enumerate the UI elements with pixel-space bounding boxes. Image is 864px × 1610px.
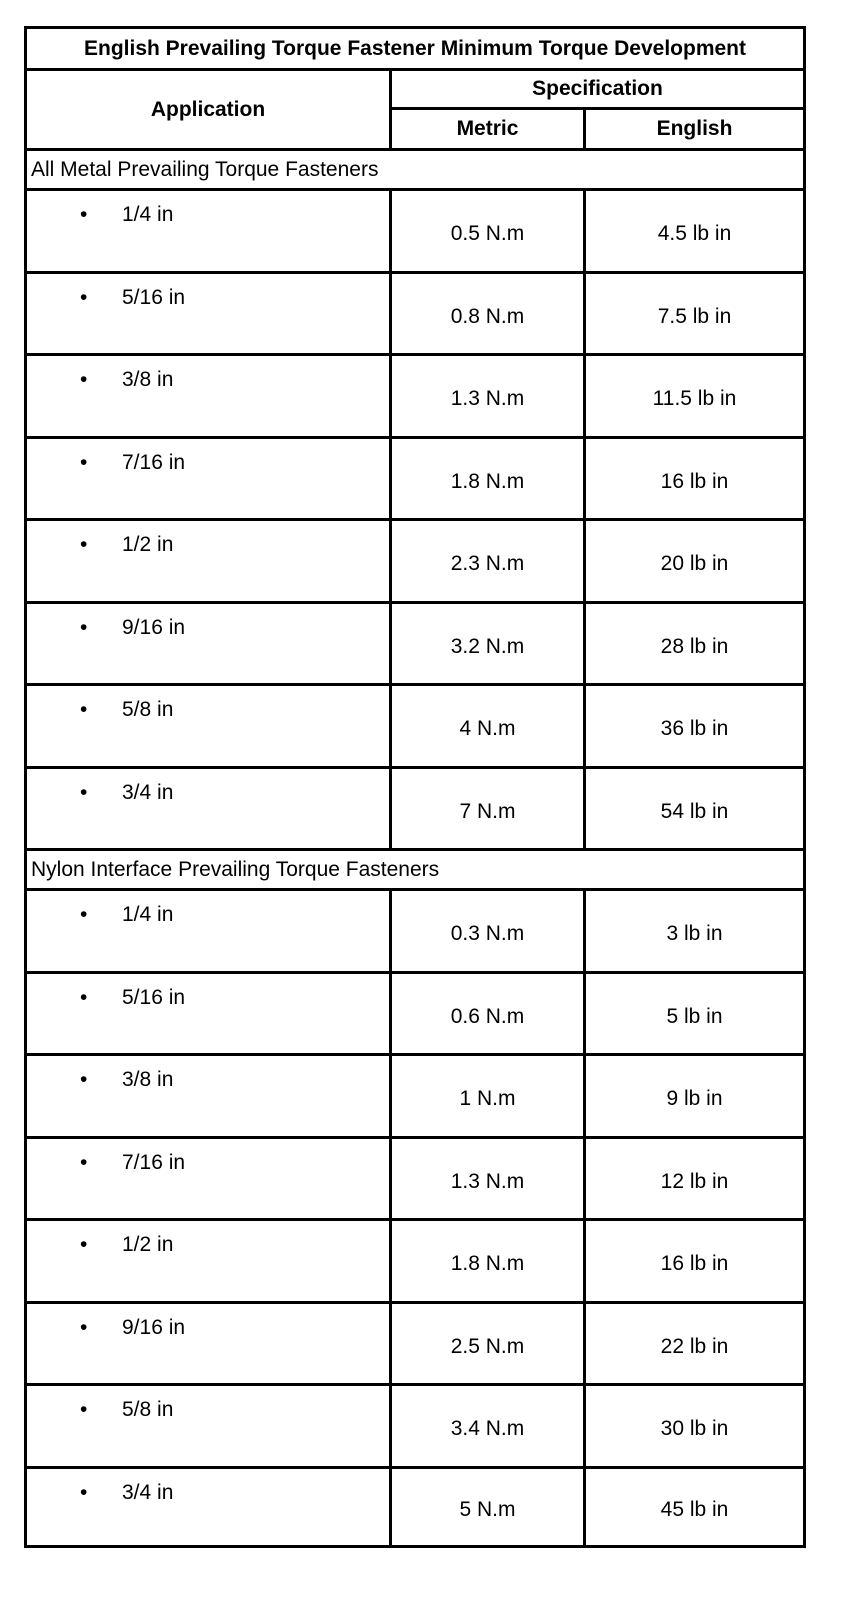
english-value: 3 lb in [666,922,723,945]
metric-value: 2.5 N.m [450,1334,525,1358]
fastener-size: 3/8 in [122,368,174,391]
fastener-size: 5/16 in [122,286,186,309]
fastener-size: 5/8 in [122,698,174,721]
fastener-size: 1/2 in [122,1233,174,1256]
application-cell [24,1466,389,1548]
bullet-icon: • [80,1151,88,1174]
english-cell [583,1136,806,1218]
english-value: 36 lb in [660,717,729,740]
header-english-cell [583,107,806,148]
metric-cell [389,1053,583,1136]
metric-value: 0.3 N.m [450,922,525,945]
english-cell [583,1218,806,1301]
english-cell [583,271,806,353]
english-value: 16 lb in [660,1252,729,1275]
metric-cell [389,1301,583,1383]
english-value: 7.5 lb in [657,304,732,328]
section-header: All Metal Prevailing Torque Fasteners [31,157,379,181]
english-cell [583,683,806,766]
english-value: 4.5 lb in [657,222,732,245]
application-cell [24,888,389,971]
bullet-icon: • [80,451,88,474]
bullet-icon: • [80,903,88,926]
application-cell [24,518,389,601]
fastener-size: 1/2 in [122,533,174,556]
fastener-size: 1/4 in [122,203,174,226]
section-header-cell [24,148,806,188]
metric-value: 1.8 N.m [450,1252,525,1275]
metric-cell [389,1466,583,1548]
english-value: 30 lb in [660,1417,729,1440]
fastener-size: 3/8 in [122,1068,174,1091]
metric-value: 1.8 N.m [450,469,525,493]
application-cell [24,188,389,271]
metric-value: 1.3 N.m [450,387,525,410]
fastener-size: 5/8 in [122,1398,174,1421]
bullet-icon: • [80,1481,88,1504]
fastener-size: 1/4 in [122,903,174,926]
metric-value: 0.6 N.m [450,1004,525,1028]
fastener-size: 5/16 in [122,986,186,1009]
bullet-icon: • [80,1068,88,1091]
english-value: 5 lb in [666,1004,723,1028]
application-cell [24,1383,389,1466]
header-specification: Specification [532,77,663,100]
header-application-cell [24,68,389,148]
bullet-icon: • [80,286,88,309]
header-application: Application [150,97,266,121]
metric-cell [389,601,583,683]
section-header-cell [24,848,806,888]
fastener-size: 7/16 in [122,451,186,474]
metric-value: 5 N.m [459,1498,516,1521]
english-value: 28 lb in [660,634,729,658]
bullet-icon: • [80,986,88,1009]
application-cell [24,271,389,353]
metric-value: 0.8 N.m [450,304,525,328]
header-metric: Metric [456,117,519,140]
english-cell [583,601,806,683]
application-cell [24,353,389,436]
metric-cell [389,888,583,971]
metric-cell [389,188,583,271]
header-english: English [656,117,733,140]
metric-value: 2.3 N.m [450,552,525,575]
bullet-icon: • [80,781,88,804]
metric-value: 1.3 N.m [450,1169,525,1193]
english-value: 45 lb in [660,1498,729,1521]
application-cell [24,971,389,1053]
english-cell [583,188,806,271]
metric-cell [389,1383,583,1466]
metric-cell [389,1136,583,1218]
english-value: 20 lb in [660,552,729,575]
bullet-icon: • [80,1233,88,1256]
english-cell [583,436,806,518]
metric-cell [389,1218,583,1301]
bullet-icon: • [80,1316,88,1339]
table-title-cell [24,26,806,68]
metric-value: 3.2 N.m [450,634,525,658]
metric-cell [389,683,583,766]
english-cell [583,766,806,848]
application-cell [24,601,389,683]
metric-cell [389,436,583,518]
metric-cell [389,518,583,601]
english-cell [583,1301,806,1383]
fastener-size: 9/16 in [122,616,186,639]
english-value: 22 lb in [660,1334,729,1358]
bullet-icon: • [80,368,88,391]
bullet-icon: • [80,616,88,639]
english-cell [583,1383,806,1466]
section-header: Nylon Interface Prevailing Torque Fasteners [31,857,440,881]
metric-value: 4 N.m [459,717,516,740]
application-cell [24,436,389,518]
metric-value: 3.4 N.m [450,1417,525,1440]
fastener-size: 3/4 in [122,1481,174,1504]
english-cell [583,971,806,1053]
bullet-icon: • [80,203,88,226]
fastener-size: 9/16 in [122,1316,186,1339]
bullet-icon: • [80,698,88,721]
metric-cell [389,353,583,436]
english-value: 9 lb in [666,1087,723,1110]
application-cell [24,1301,389,1383]
english-cell [583,1053,806,1136]
metric-value: 1 N.m [459,1087,516,1110]
english-cell [583,1466,806,1548]
english-value: 16 lb in [660,469,729,493]
bullet-icon: • [80,533,88,556]
fastener-size: 3/4 in [122,781,174,804]
english-value: 54 lb in [660,799,729,823]
english-cell [583,518,806,601]
application-cell [24,1053,389,1136]
metric-value: 7 N.m [459,799,516,823]
bullet-icon: • [80,1398,88,1421]
english-cell [583,353,806,436]
header-metric-cell [389,107,583,148]
english-value: 12 lb in [660,1169,729,1193]
application-cell [24,1136,389,1218]
metric-cell [389,271,583,353]
metric-cell [389,766,583,848]
application-cell [24,766,389,848]
header-specification-cell [389,68,806,107]
application-cell [24,1218,389,1301]
english-cell [583,888,806,971]
metric-cell [389,971,583,1053]
english-value: 11.5 lb in [652,387,737,410]
application-cell [24,683,389,766]
metric-value: 0.5 N.m [450,222,525,245]
fastener-size: 7/16 in [122,1151,186,1174]
table-title: English Prevailing Torque Fastener Minimum Torque Development [84,36,746,60]
